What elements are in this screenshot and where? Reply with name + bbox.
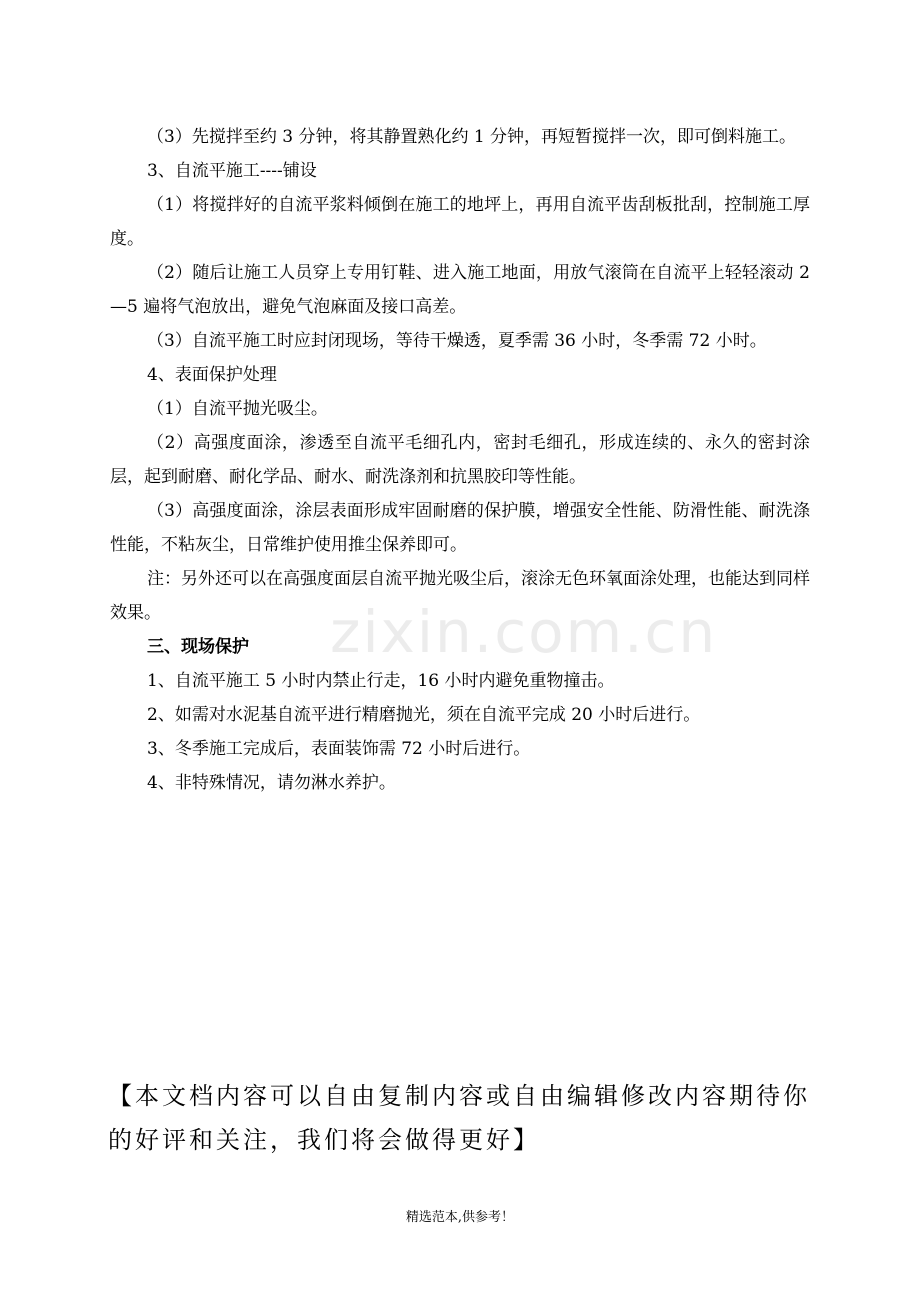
paragraph-laying-step-3: （3）自流平施工时应封闭现场，等待干燥透，夏季需 36 小时，冬季需 72 小时。 [147,331,767,351]
paragraph-protection-step-3: （3）高强度面涂，涂层表面形成牢固耐磨的保护膜，增强安全性能、防滑性能、耐洗涤性能，不粘灰尘，日常维护使用推尘保养即可。 [110,501,810,555]
closing-note: 【本文档内容可以自由复制内容或自由编辑修改内容期待你的好评和关注，我们将会做得更好】 [108,1082,810,1154]
paragraph-site-protection-1: 1、自流平施工 5 小时内禁止行走，16 小时内避免重物撞击。 [147,671,615,691]
paragraph-mix-step-3: （3）先搅拌至约 3 分钟，将其静置熟化约 1 分钟，再短暂搅拌一次，即可倒料施工。 [147,127,797,147]
paragraph-note: 注：另外还可以在高强度面层自流平抛光吸尘后，滚涂无色环氧面涂处理，也能达到同样效果。 [110,569,810,623]
document-body [110,120,810,800]
paragraph-site-protection-2: 2、如需对水泥基自流平进行精磨抛光，须在自流平完成 20 小时后进行。 [147,705,701,725]
section-heading-site-protection: 三、现场保护 [147,637,249,657]
section-heading-self-leveling-laying: 3、自流平施工----铺设 [147,161,317,181]
paragraph-laying-step-1: （1）将搅拌好的自流平浆料倾倒在施工的地坪上，再用自流平齿刮板批刮，控制施工厚度。 [110,195,810,249]
paragraph-site-protection-3: 3、冬季施工完成后，表面装饰需 72 小时后进行。 [147,739,531,759]
paragraph-protection-step-1: （1）自流平抛光吸尘。 [147,399,328,419]
paragraph-protection-step-2: （2）高强度面涂，渗透至自流平毛细孔内，密封毛细孔，形成连续的、永久的密封涂层，起到耐磨、耐化学品、耐水、耐洗涤剂和抗黑胶印等性能。 [110,433,810,487]
paragraph-site-protection-4: 4、非特殊情况，请勿淋水养护。 [147,773,396,793]
page-footer: 精选范本,供参考！ [405,1210,515,1225]
watermark: zixin.com.cn [330,598,718,666]
section-heading-surface-protection: 4、表面保护处理 [147,365,277,385]
paragraph-laying-step-2: （2）随后让施工人员穿上专用钉鞋、进入施工地面，用放气滚筒在自流平上轻轻滚动 2—5 遍将气泡放出，避免气泡麻面及接口高差。 [110,263,810,317]
